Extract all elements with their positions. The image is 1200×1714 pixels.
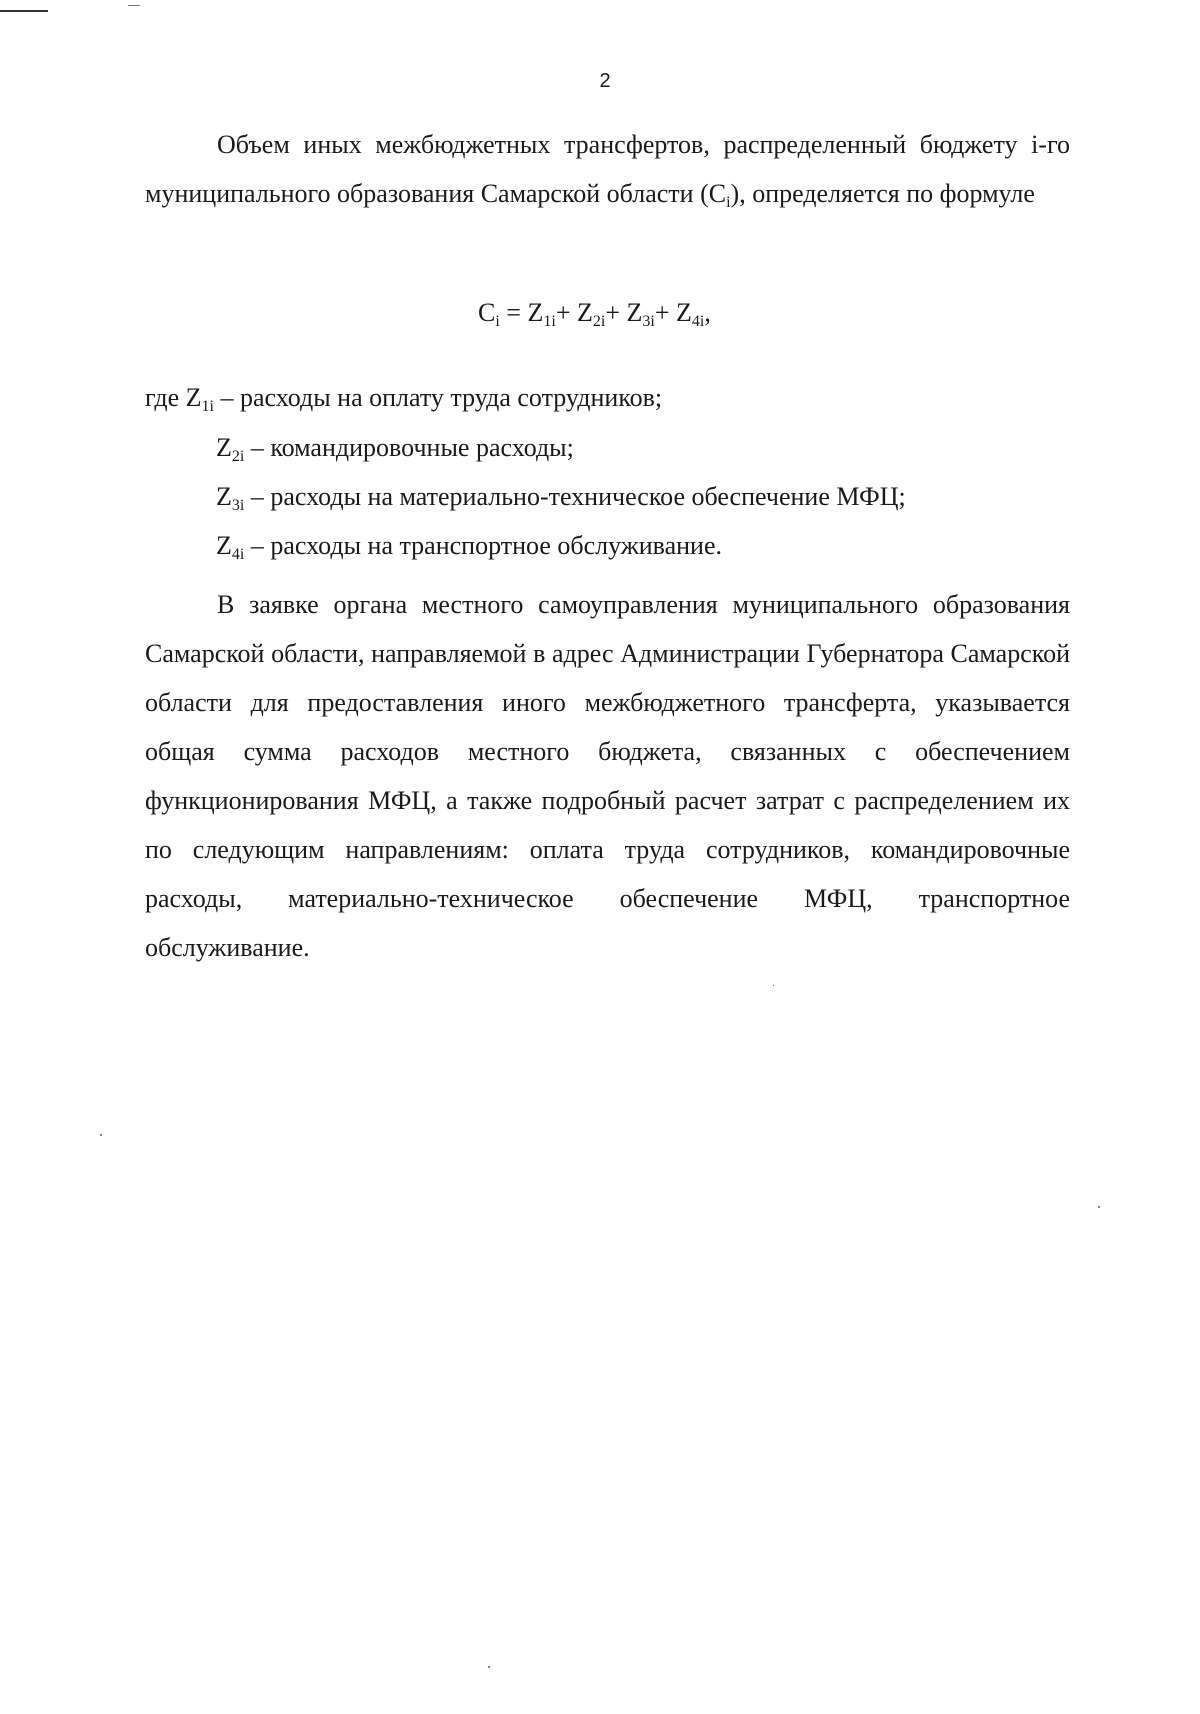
formula-equals: = xyxy=(499,298,528,327)
paragraph-intro xyxy=(145,120,1070,218)
definition-subscript: 4i xyxy=(231,546,245,563)
formula-plus: + xyxy=(555,298,577,327)
definition-symbol: Z xyxy=(216,531,232,560)
definition-subscript: 2i xyxy=(231,448,245,465)
definition-z2 xyxy=(216,433,574,463)
formula-plus: + xyxy=(605,298,627,327)
formula xyxy=(478,298,711,328)
definition-symbol: Z xyxy=(216,433,232,462)
formula-symbol: Z xyxy=(527,298,544,327)
definition-subscript: 3i xyxy=(231,497,245,514)
scan-speck xyxy=(100,1134,102,1136)
scan-speck xyxy=(488,1666,490,1668)
formula-symbol: Z xyxy=(676,298,692,327)
definition-z3 xyxy=(216,482,906,512)
scan-speck xyxy=(1098,1206,1100,1208)
definition-text: – командировочные расходы; xyxy=(244,433,574,462)
definition-z1 xyxy=(145,383,662,413)
definition-text: – расходы на материально-техническое обеспечение МФЦ; xyxy=(244,482,906,511)
definition-z4 xyxy=(216,531,722,561)
formula-subscript: i xyxy=(495,313,500,330)
definition-symbol: Z xyxy=(185,383,202,412)
definition-prefix: где xyxy=(145,383,186,412)
scan-speck xyxy=(773,985,774,986)
formula-subscript: 4i xyxy=(691,313,705,330)
formula-plus: + xyxy=(654,298,677,327)
formula-symbol: Z xyxy=(576,298,593,327)
formula-subscript: 1i xyxy=(543,313,556,330)
definition-text: – расходы на оплату труда сотрудников; xyxy=(213,383,663,412)
formula-symbol: Z xyxy=(626,298,643,327)
formula-subscript: 3i xyxy=(642,313,655,330)
page-number: 2 xyxy=(599,70,611,92)
formula-subscript: 2i xyxy=(592,313,606,330)
subscript: i xyxy=(726,194,731,211)
scan-artifact-line xyxy=(0,10,48,12)
formula-symbol: C xyxy=(478,298,496,327)
paragraph-intro-text: Объем иных межбюджетных трансфертов, распределенный бюджету i-го муниципального образования Самарской области (C xyxy=(145,130,1070,208)
definition-subscript: 1i xyxy=(201,398,214,415)
paragraph-intro-tail: ), определяется по формуле xyxy=(730,179,1035,208)
scan-artifact-line xyxy=(128,5,140,6)
definition-text: – расходы на транспортное обслуживание. xyxy=(244,531,722,560)
definition-symbol: Z xyxy=(216,482,232,511)
formula-comma: , xyxy=(704,298,711,327)
paragraph-application: В заявке органа местного самоуправления муниципального образования Самарской области, направляемой в адрес Администрации Губернатора Самарской области для предоставления иного межбюджетного трансферта, указывается общая сумма расходов местного бюджета, связанных с обеспечением функционирования МФЦ, а также подробный расчет затрат с распределением их по следующим направлениям: оплата труда сотрудников, командировочные расходы, материально-техническое обеспечение МФЦ, транспортное обслуживание. xyxy=(145,590,1070,962)
